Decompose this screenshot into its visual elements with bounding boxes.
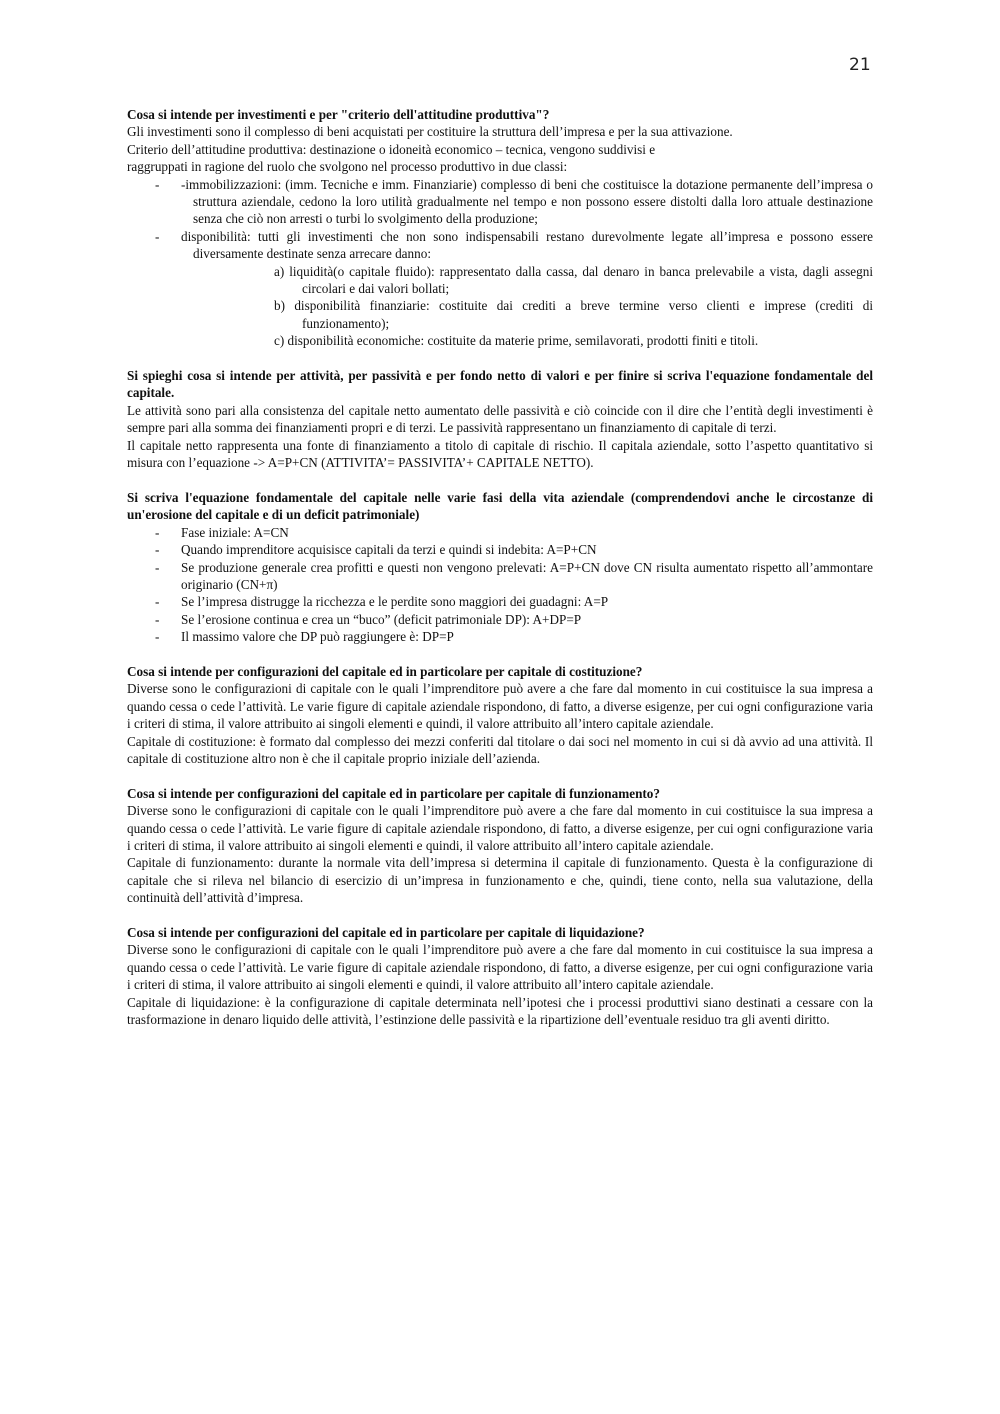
section-capitale-costituzione — [127, 663, 873, 767]
document-body — [127, 106, 873, 1046]
question-heading: Si scriva l'equazione fondamentale del capitale nelle varie fasi della vita aziendale (comprendendovi anche le circostanze di un'erosione del capitale e di un deficit patrimoniale) — [127, 489, 873, 523]
list-item: - Quando imprenditore acquisisce capitali da terzi e quindi si indebita: A=P+CN — [127, 541, 873, 558]
page-number: 21 — [849, 55, 871, 75]
section-attivita-passivita — [127, 367, 873, 471]
paragraph: Il capitale netto rappresenta una fonte di finanziamento a titolo di capitale di rischio. Il capitala aziendale, sotto l’aspetto quantitativo si misura con l’equazione -> A=P+CN (ATTIVITA’= PASSIVITA’+ CAPITALE NETTO). — [127, 437, 873, 471]
section-investimenti — [127, 106, 873, 350]
paragraph: Criterio dell’attitudine produttiva: destinazione o idoneità economico – tecnica, vengono suddivisi e — [127, 141, 656, 157]
list-item: a) liquidità(o capitale fluido): rappresentato dalla cassa, dal denaro in banca prelevabile a vista, dagli assegni circolari e dai valori bollati; — [274, 263, 873, 297]
paragraph: raggruppati in ragione del ruolo che svolgono nel processo produttivo in due classi: — [127, 159, 568, 175]
list-item: - Fase iniziale: A=CN — [127, 524, 873, 541]
paragraph: Capitale di liquidazione: è la configurazione di capitale determinata nell’ipotesi che i processi produttivi siano destinati a cessare con la trasformazione in denaro liquido delle attività, l’estinzione delle passività e la ripartizione dell’eventuale residuo tra gli aventi diritto. — [127, 994, 873, 1028]
paragraph: Diverse sono le configurazioni di capitale con le quali l’imprenditore può avere a che fare dal momento in cui costituisce la sua impresa a quando cessa o cede l’attività. Le varie figure di capitale aziendale rispondono, di fatto, a diverse esigenze, per cui ogni configurazione varia i criteri di stima, il valore attribuito ai singoli elementi e quindi, il valore attribuito all’intero capitale aziendale. — [127, 942, 873, 993]
paragraph: Capitale di costituzione: è formato dal complesso dei mezzi conferiti dal titolare o dai soci nel momento in cui si dà avvio ad una attività. Il capitale di costituzione altro non è che il capitale proprio iniziale dell’azienda. — [127, 733, 873, 766]
paragraph: Capitale di funzionamento: durante la normale vita dell’impresa si determina il capitale di funzionamento. Questa è la configurazione di capitale che si rileva nel bilancio di esercizio di un’impresa in funzionamento e che, quindi, tiene conto, nella sua valutazione, della continuità dell’attività d’impresa. — [127, 855, 873, 906]
paragraph: Le attività sono pari alla consistenza del capitale netto aumentato delle passività e ciò coincide con il dire che l’entità degli investimenti è sempre pari alla somma dei finanziamenti propri e di terzi. Le passività rappresentano un finanziamento di capitale di terzi. — [127, 402, 873, 436]
question-heading: Cosa si intende per investimenti e per "criterio dell'attitudine produttiva"? — [127, 107, 550, 122]
list-item: - disponibilità: tutti gli investimenti che non sono indispensabili restano durevolmente legate all’impresa e possono essere diversamente destinate senza arrecare danno: — [127, 228, 873, 263]
question-heading: Cosa si intende per configurazioni del capitale ed in particolare per capitale di liquidazione? — [127, 925, 645, 941]
paragraph: Diverse sono le configurazioni di capitale con le quali l’imprenditore può avere a che fare dal momento in cui costituisce la sua impresa a quando cessa o cede l’attività. Le varie figure di capitale aziendale rispondono, di fatto, a diverse esigenze, per cui ogni configurazione varia i criteri di stima, il valore attribuito ai singoli elementi e quindi, il valore attribuito all’intero capitale aziendale. — [127, 681, 873, 732]
paragraph: Gli investimenti sono il complesso di beni acquistati per costituire la struttura dell’impresa e per la sua attivazione. — [127, 124, 733, 140]
paragraph: Diverse sono le configurazioni di capitale con le quali l’imprenditore può avere a che fare dal momento in cui costituisce la sua impresa a quando cessa o cede l’attività. Le varie figure di capitale aziendale rispondono, di fatto, a diverse esigenze, per cui ogni configurazione varia i criteri di stima, il valore attribuito ai singoli elementi e quindi, il valore attribuito all’intero capitale aziendale. — [127, 803, 873, 853]
sub-list — [127, 263, 873, 350]
question-heading: Cosa si intende per configurazioni del capitale ed in particolare per capitale di costituzione? — [127, 663, 643, 679]
list-item: b) disponibilità finanziarie: costituite dai crediti a breve termine verso clienti e imprese (crediti di funzionamento); — [274, 298, 873, 331]
dash-list — [127, 524, 873, 646]
section-equazione-fasi — [127, 489, 873, 646]
list-item: - Se produzione generale crea profitti e questi non vengono prelevati: A=P+CN dove CN risulta aumentato rispetto all’ammontare originario (CN+π) — [127, 559, 873, 594]
section-capitale-liquidazione — [127, 924, 873, 1028]
list-item: c) disponibilità economiche: costituite da materie prime, semilavorati, prodotti finiti e titoli. — [274, 333, 759, 349]
question-heading: Cosa si intende per configurazioni del capitale ed in particolare per capitale di funzionamento? — [127, 785, 660, 801]
list-item: - -immobilizzazioni: (imm. Tecniche e imm. Finanziarie) complesso di beni che costituisce la dotazione permanente dell’impresa o struttura aziendale, cedono la loro utilità gradualmente nel tempo e non possono essere distolti dalla loro attuale destinazione senza che ciò non arresti o turbi lo svolgimento della produzione; — [127, 176, 873, 228]
question-heading: Si spieghi cosa si intende per attività, per passività e per fondo netto di valori e per finire si scriva l'equazione fondamentale del capitale. — [127, 368, 873, 401]
list-item: - Il massimo valore che DP può raggiungere è: DP=P — [127, 628, 873, 645]
dash-list — [127, 176, 873, 263]
list-item: - Se l’erosione continua e crea un “buco” (deficit patrimoniale DP): A+DP=P — [127, 611, 873, 628]
section-capitale-funzionamento — [127, 785, 873, 907]
list-item: - Se l’impresa distrugge la ricchezza e le perdite sono maggiori dei guadagni: A=P — [127, 593, 873, 610]
